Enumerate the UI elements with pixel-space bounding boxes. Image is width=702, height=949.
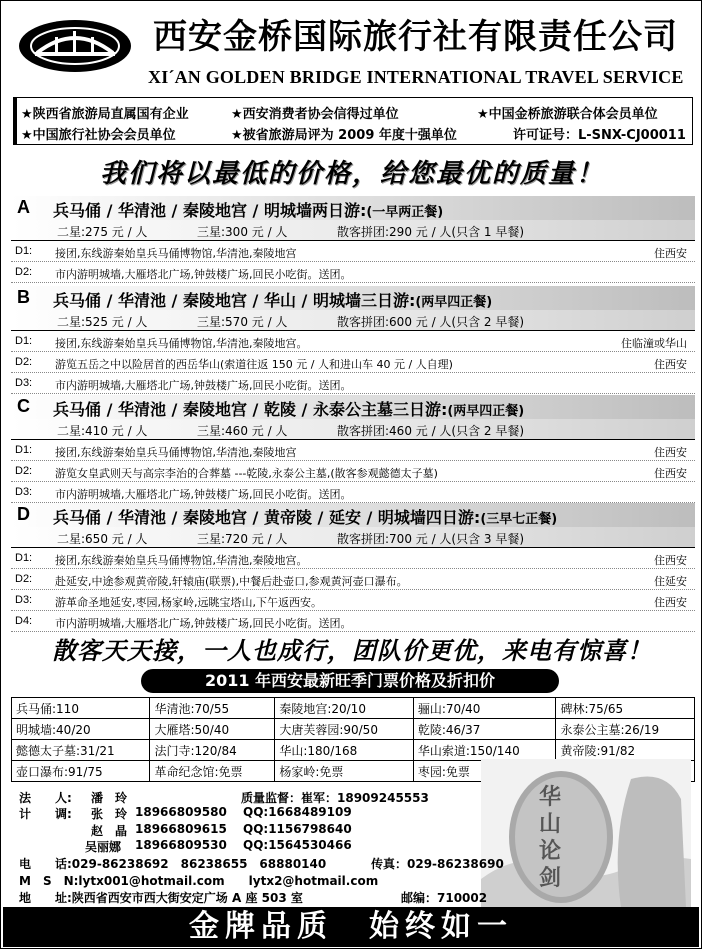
day-label: D2: [15, 573, 33, 585]
tour-a [11, 196, 695, 283]
quality-supervisor: 质量监督：崔军：18909245553 [241, 791, 429, 805]
day-label: D3: [15, 594, 33, 606]
itinerary-day [11, 482, 695, 503]
ticket-cell: 懿德太子墓:31/21 [12, 740, 150, 761]
planner-name: 张 玲 [91, 807, 128, 821]
price-group: 散客拼团:600 元 / 人(只含 2 早餐) [337, 315, 525, 329]
table-row [12, 698, 695, 719]
ticket-cell: 明城墙:40/20 [12, 719, 150, 740]
day-stay: 住西安 [654, 596, 687, 609]
tour-letter: A [17, 197, 30, 217]
itinerary-day [11, 461, 695, 482]
day-text: 市内游明城墙,大雁塔北广场,钟鼓楼广场,回民小吃街。送团。 [55, 488, 352, 501]
price-3star: 三星:720 元 / 人 [197, 532, 288, 546]
tour-title-text: 兵马俑 / 华清池 / 秦陵地宫 / 华山 / 明城墙三日游: [53, 291, 416, 310]
tour-title-text: 兵马俑 / 华清池 / 秦陵地宫 / 明城墙两日游: [53, 201, 367, 220]
ticket-cell: 华清池:70/55 [150, 698, 275, 719]
day-label: D2: [15, 465, 33, 477]
ticket-cell: 革命纪念馆:免票 [150, 761, 275, 782]
day-label: D3: [15, 377, 33, 389]
contact-info [11, 785, 511, 907]
postcode: 邮编：710002 [401, 891, 488, 905]
phone-line: 电 话:029-86238692 86238655 68880140 [19, 857, 327, 871]
day-text: 接团,东线游秦始皇兵马俑博物馆,华清池,秦陵地宫。 [55, 554, 308, 567]
price-2star: 二星:650 元 / 人 [57, 532, 148, 546]
company-name-en: XI´AN GOLDEN BRIDGE INTERNATIONAL TRAVEL SERVICE [148, 67, 684, 87]
price-group: 散客拼团:290 元 / 人(只含 1 早餐) [337, 225, 525, 239]
itinerary-day [11, 569, 695, 590]
ticket-cell: 大唐芙蓉园:90/50 [275, 719, 413, 740]
itinerary-day [11, 611, 695, 632]
tour-meals: (两早四正餐) [447, 404, 525, 419]
price-3star: 三星:300 元 / 人 [197, 225, 288, 239]
day-label: D1: [15, 552, 33, 564]
calligraphy-stamp-image [481, 759, 691, 907]
license-number: 许可证号：L-SNX-CJ00011 [513, 128, 686, 143]
day-text: 接团,东线游秦始皇兵马俑博物馆,华清池,秦陵地宫 [55, 247, 297, 260]
day-stay: 住西安 [654, 358, 687, 371]
stamp-char: 剑 [539, 865, 562, 891]
credential: ★西安消费者协会信得过单位 [231, 107, 399, 122]
itinerary-day [11, 262, 695, 283]
tour-meals: (三早七正餐) [480, 512, 558, 527]
day-text: 市内游明城墙,大雁塔北广场,钟鼓楼广场,回民小吃街。送团。 [55, 379, 352, 392]
day-stay: 住临潼或华山 [621, 337, 687, 350]
day-text: 接团,东线游秦始皇兵马俑博物馆,华清池,秦陵地宫 [55, 446, 297, 459]
ticket-cell: 华山:180/168 [275, 740, 413, 761]
golden-bridge-logo-icon [15, 17, 135, 75]
ticket-cell: 黄帝陵:91/82 [556, 740, 695, 761]
tour-title [53, 288, 492, 311]
credential: ★陕西省旅游局直属国有企业 [21, 107, 189, 122]
stamp-char: 山 [539, 811, 562, 837]
ticket-cell: 杨家岭:免票 [275, 761, 413, 782]
footer-slogan: 金牌品质 始终如一 [3, 907, 699, 947]
itinerary-day [11, 331, 695, 352]
table-row [12, 719, 695, 740]
ticket-cell: 大雁塔:50/40 [150, 719, 275, 740]
stone-stamp-icon [481, 759, 691, 907]
day-label: D2: [15, 266, 33, 278]
tour-header [11, 503, 695, 527]
ticket-cell: 壶口瀑布:91/75 [12, 761, 150, 782]
planner-phone: 18966809580 [135, 805, 227, 819]
price-row [11, 419, 695, 440]
table-row [12, 740, 695, 761]
day-label: D1: [15, 335, 33, 347]
price-3star: 三星:460 元 / 人 [197, 424, 288, 438]
planner-qq: QQ:1564530466 [243, 838, 352, 852]
itinerary-day [11, 241, 695, 262]
planner-label: 计 调: [19, 807, 72, 821]
itinerary-day [11, 590, 695, 611]
ticket-cell: 兵马俑:110 [12, 698, 150, 719]
day-text: 游览五岳之中以险居首的西岳华山(索道往返 150 元 / 人和进山车 40 元 / 人自理) [55, 358, 453, 371]
tour-b [11, 286, 695, 394]
itinerary-day [11, 352, 695, 373]
day-text: 接团,东线游秦始皇兵马俑博物馆,华清池,秦陵地宫。 [55, 337, 308, 350]
credential: ★被省旅游局评为 2009 年度十强单位 [231, 128, 457, 143]
itinerary-day [11, 548, 695, 569]
price-2star: 二星:525 元 / 人 [57, 315, 148, 329]
ticket-cell: 骊山:70/40 [413, 698, 556, 719]
credential: ★中国旅行社协会会员单位 [21, 128, 176, 143]
tour-title-text: 兵马俑 / 华清池 / 秦陵地宫 / 黄帝陵 / 延安 / 明城墙四日游: [53, 508, 481, 527]
middle-slogan: 散客天天接，一人也成行，团队价更优，来电有惊喜！ [52, 636, 652, 665]
legal-rep-label: 法 人: [19, 791, 72, 805]
tour-title [53, 198, 443, 221]
day-label: D1: [15, 444, 33, 456]
stamp-char: 华 [539, 784, 562, 810]
day-text: 游览女皇武则天与高宗李治的合葬墓 ---乾陵,永泰公主墓,(散客参观懿德太子墓) [55, 467, 438, 480]
ticket-banner: 2011 年西安最新旺季门票价格及折扣价 [141, 669, 559, 693]
planner-phone: 18966809530 [135, 838, 227, 852]
day-label: D2: [15, 356, 33, 368]
tour-title-text: 兵马俑 / 华清池 / 秦陵地宫 / 乾陵 / 永泰公主墓三日游: [53, 400, 448, 419]
planner-phone: 18966809615 [135, 822, 227, 836]
tour-c [11, 395, 695, 503]
top-slogan: 我们将以最低的价格，给您最优的质量！ [99, 159, 604, 189]
tour-d [11, 503, 695, 632]
day-label: D3: [15, 486, 33, 498]
day-text: 市内游明城墙,大雁塔北广场,钟鼓楼广场,回民小吃街。送团。 [55, 268, 352, 281]
day-text: 赴延安,中途参观黄帝陵,轩辕庙(联票),中餐后赴壶口,参观黄河壶口瀑布。 [55, 575, 408, 588]
address: 地 址:陕西省西安市西大街安定广场 A 座 503 室 [19, 891, 303, 905]
price-3star: 三星:570 元 / 人 [197, 315, 288, 329]
planner-name: 吴丽娜 [85, 840, 122, 854]
day-stay: 住西安 [654, 554, 687, 567]
planner-qq: QQ:1156798640 [243, 822, 352, 836]
price-row [11, 527, 695, 548]
tour-title [53, 397, 524, 420]
day-stay: 住西安 [654, 446, 687, 459]
tour-title [53, 505, 557, 528]
day-stay: 住西安 [654, 247, 687, 260]
price-group: 散客拼团:700 元 / 人(只含 3 早餐) [337, 532, 525, 546]
ticket-cell: 乾陵:46/37 [413, 719, 556, 740]
day-label: D1: [15, 245, 33, 257]
company-name-cn: 西安金桥国际旅行社有限责任公司 [153, 17, 678, 57]
day-stay: 住延安 [654, 575, 687, 588]
tour-letter: B [17, 287, 30, 307]
day-label: D4: [15, 615, 33, 627]
credential: ★中国金桥旅游联合体会员单位 [477, 107, 658, 122]
planner-name: 赵 晶 [91, 824, 128, 838]
ticket-cell: 法门寺:120/84 [150, 740, 275, 761]
day-stay: 住西安 [654, 467, 687, 480]
ticket-cell: 永泰公主墓:26/19 [556, 719, 695, 740]
itinerary-day [11, 373, 695, 394]
ticket-cell: 碑林:75/65 [556, 698, 695, 719]
price-2star: 二星:410 元 / 人 [57, 424, 148, 438]
stamp-char: 论 [539, 838, 562, 864]
tour-meals: (一早两正餐) [366, 205, 444, 220]
msn-line: M S N:lytx001@hotmail.com lytx2@hotmail.com [19, 874, 379, 888]
tour-header [11, 395, 695, 419]
ticket-cell: 华山索道:150/140 [413, 740, 556, 761]
tour-meals: (两早四正餐) [415, 295, 493, 310]
ticket-cell: 枣园:免票 [413, 761, 556, 782]
itinerary-day [11, 440, 695, 461]
tour-header [11, 286, 695, 310]
price-group: 散客拼团:460 元 / 人(只含 2 早餐) [337, 424, 525, 438]
day-text: 市内游明城墙,大雁塔北广场,钟鼓楼广场,回民小吃街。送团。 [55, 617, 352, 630]
price-row [11, 220, 695, 241]
credentials-box [13, 97, 693, 145]
price-row [11, 310, 695, 331]
ticket-cell: 秦陵地宫:20/10 [275, 698, 413, 719]
tour-header [11, 196, 695, 220]
tour-letter: C [17, 396, 30, 416]
legal-rep-name: 潘 玲 [91, 791, 128, 805]
planner-qq: QQ:1668489109 [243, 805, 352, 819]
fax: 传真：029-86238690 [371, 857, 504, 871]
header [3, 3, 699, 95]
tour-letter: D [17, 504, 30, 524]
day-text: 游革命圣地延安,枣园,杨家岭,远眺宝塔山,下午返西安。 [55, 596, 322, 609]
price-2star: 二星:275 元 / 人 [57, 225, 148, 239]
